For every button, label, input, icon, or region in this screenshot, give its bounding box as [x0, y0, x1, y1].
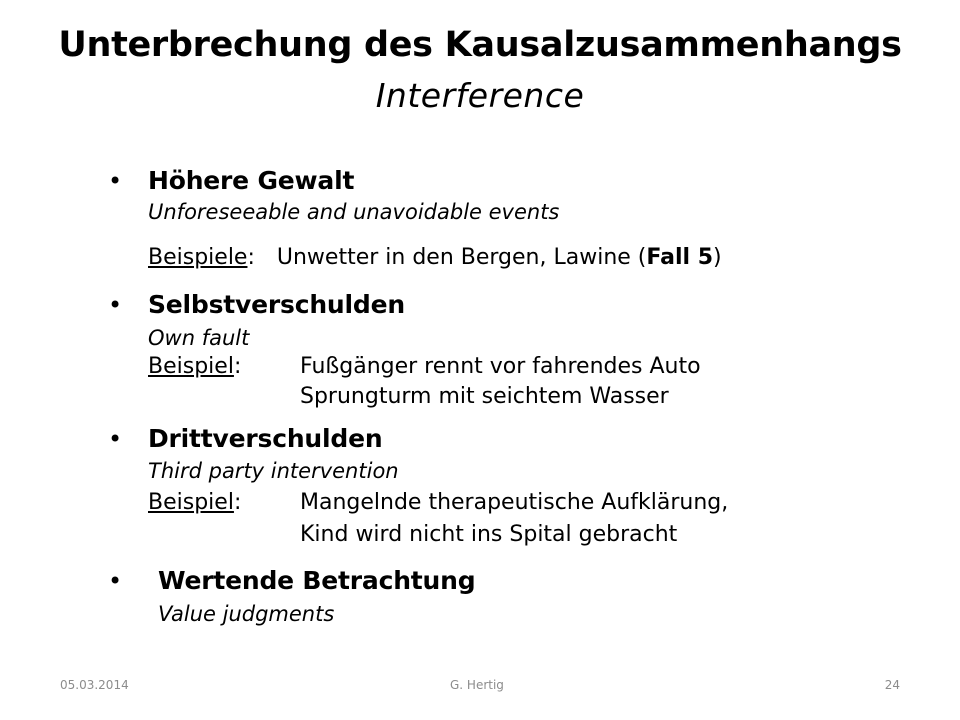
example-label: Beispiel [148, 354, 234, 379]
example-text: Unwetter in den Bergen, Lawine ( [276, 245, 647, 270]
item-english-wertende-betrachtung: Value judgments [158, 602, 335, 626]
example-text: Mangelnde therapeutische Aufklärung, [300, 490, 729, 515]
example-label: Beispiele [148, 245, 248, 270]
example-text: Fußgänger rennt vor fahrendes Auto [300, 354, 701, 379]
item-english-hoehere-gewalt: Unforeseeable and unavoidable events [148, 200, 560, 224]
bullet-icon: • [108, 567, 123, 595]
example-colon: : [233, 490, 242, 515]
example-text: Kind wird nicht ins Spital gebracht [300, 522, 678, 547]
item-heading-hoehere-gewalt: Höhere Gewalt [148, 166, 355, 195]
example-colon: : [233, 354, 242, 379]
example-colon: : [247, 245, 255, 270]
example-text-end: ) [713, 245, 722, 270]
footer-author: G. Hertig [450, 678, 504, 692]
footer-date: 05.03.2014 [60, 678, 129, 692]
slide-title: Unterbrechung des Kausalzusammenhangs [58, 25, 902, 65]
item-heading-wertende-betrachtung: Wertende Betrachtung [158, 566, 476, 595]
item-heading-drittverschulden: Drittverschulden [148, 424, 383, 453]
case-reference: Fall 5 [646, 245, 714, 270]
bullet-icon: • [108, 425, 123, 453]
slide-subtitle: Interference [375, 76, 585, 115]
footer-page-number: 24 [884, 678, 900, 692]
title-block [0, 20, 960, 122]
example-text: Sprungturm mit seichtem Wasser [300, 384, 669, 409]
bullet-icon: • [108, 291, 123, 319]
example-label: Beispiel [148, 490, 234, 515]
bullet-icon: • [108, 167, 123, 195]
item-english-drittverschulden: Third party intervention [148, 459, 399, 483]
example-line-hoehere-gewalt [148, 243, 722, 273]
example-label-line [148, 352, 241, 382]
example-label-line [148, 488, 241, 518]
item-english-selbstverschulden: Own fault [148, 326, 250, 350]
item-heading-selbstverschulden: Selbstverschulden [148, 290, 405, 319]
